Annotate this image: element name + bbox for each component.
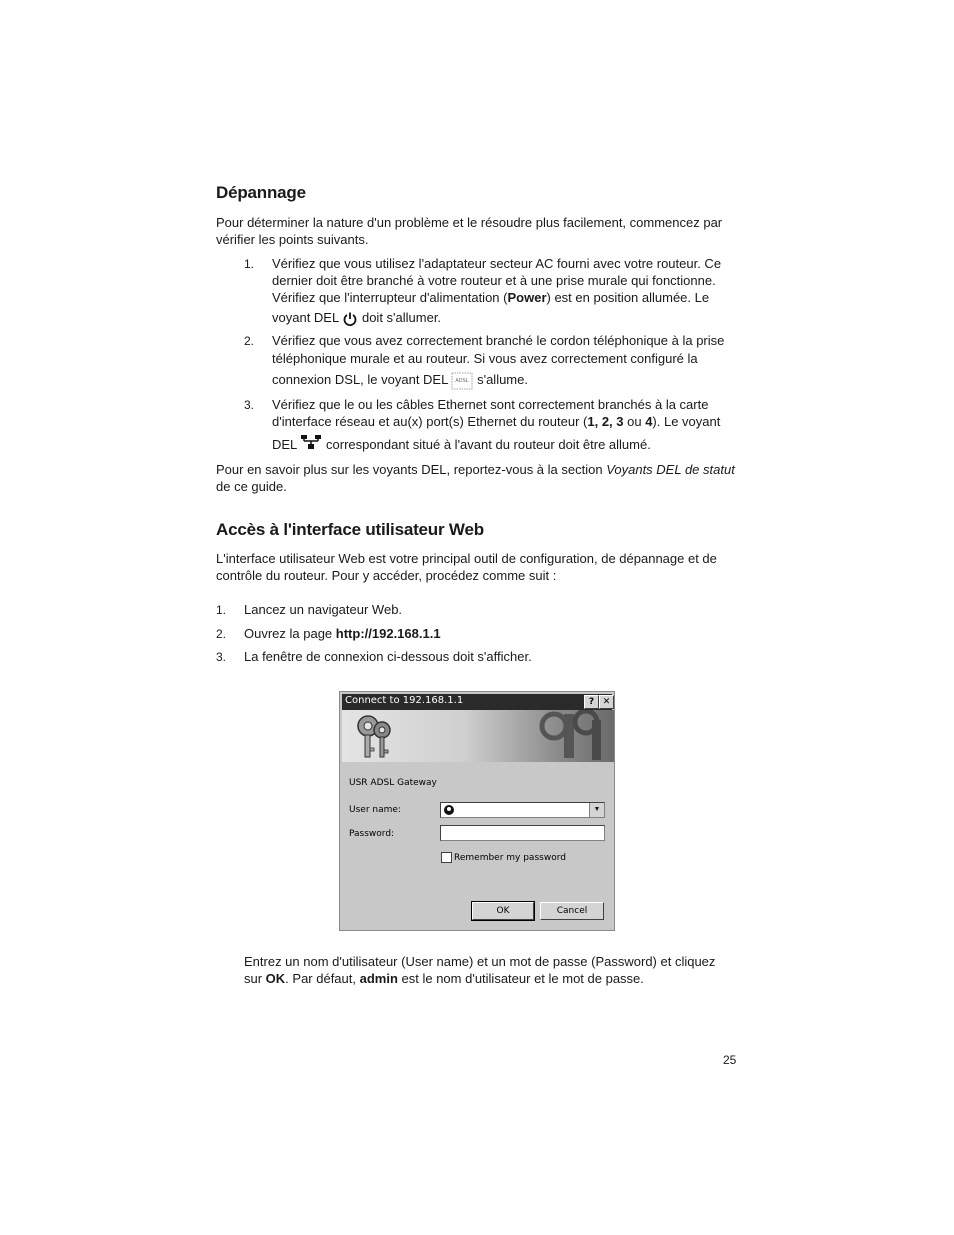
adsl-led-icon: [451, 372, 473, 390]
list-number: 2.: [244, 334, 255, 348]
page-number: 25: [723, 1053, 737, 1067]
text-span: ). Le voyant: [652, 414, 721, 429]
username-label: User name:: [349, 805, 401, 815]
list-item-line: [272, 289, 709, 306]
text-span: s'allume.: [477, 372, 528, 387]
list-item-line: [272, 436, 651, 453]
text-span: ) est en position allumée. Le: [546, 290, 710, 305]
keys-icon: [346, 710, 406, 762]
text-span: correspondant situé à l'avant du routeur doit être allumé.: [326, 437, 651, 452]
admin-reference: admin: [359, 971, 398, 986]
login-dialog: [339, 691, 615, 931]
step-text: [244, 625, 441, 642]
dialog-realm: USR ADSL Gateway: [349, 778, 437, 788]
dialog-titlebar[interactable]: [342, 694, 612, 710]
ok-reference: OK: [265, 971, 286, 986]
heading-depannage: Dépannage: [216, 183, 306, 202]
text-span: est le nom d'utilisateur et le mot de passe.: [397, 971, 644, 986]
remember-password-checkbox[interactable]: [441, 852, 452, 863]
text-span: ou: [623, 414, 646, 429]
step-text: La fenêtre de connexion ci-dessous doit s'afficher.: [244, 649, 532, 664]
user-icon: [443, 804, 455, 816]
step-number: 2.: [216, 627, 227, 641]
closing-line: [244, 970, 644, 987]
intro-line: contrôle du routeur. Pour y accéder, procédez comme suit :: [216, 568, 557, 583]
step-number: 1.: [216, 603, 227, 617]
text-span: Pour en savoir plus sur les voyants DEL, reportez-vous à la section: [216, 462, 607, 477]
closing-line: Entrez un nom d'utilisateur (User name) et un mot de passe (Password) et cliquez: [244, 954, 716, 969]
intro-line: Pour déterminer la nature d'un problème et le résoudre plus facilement, commencez par: [216, 215, 723, 230]
step-text: Lancez un navigateur Web.: [244, 602, 403, 617]
text-span: Ouvrez la page: [244, 626, 336, 641]
outro-line: de ce guide.: [216, 479, 287, 494]
list-item-line: Vérifiez que vous utilisez l'adaptateur secteur AC fourni avec votre routeur. Ce: [272, 256, 722, 271]
text-span: doit s'allumer.: [361, 310, 442, 325]
text-span: voyant DEL: [272, 310, 343, 325]
list-item-line: téléphonique murale et au routeur. Si vous avez correctement configuré la: [272, 351, 698, 366]
ethernet-icon: [300, 434, 322, 450]
power-label: Power: [507, 290, 547, 305]
list-number: 3.: [244, 398, 255, 412]
text-span: . Par défaut,: [285, 971, 360, 986]
port-number: 4: [645, 414, 653, 429]
list-item-line: Vérifiez que le ou les câbles Ethernet sont correctement branchés à la carte: [272, 397, 709, 412]
text-span: DEL: [272, 437, 301, 452]
password-field[interactable]: [440, 825, 605, 841]
intro-line: L'interface utilisateur Web est votre principal outil de configuration, de dépannage et de: [216, 551, 717, 566]
section-reference: Voyants DEL de statut: [606, 462, 735, 477]
cancel-button[interactable]: Cancel: [540, 902, 604, 920]
outro-line: [216, 461, 735, 478]
text-span: sur: [244, 971, 266, 986]
list-item-line: dernier doit être branché à votre routeur et à une prise murale qui fonctionne.: [272, 273, 716, 288]
router-url: http://192.168.1.1: [335, 626, 441, 641]
password-label: Password:: [349, 829, 395, 839]
text-span: Vérifiez que l'interrupteur d'alimentation (: [272, 290, 508, 305]
dialog-banner: [342, 710, 614, 762]
close-button[interactable]: ✕: [599, 695, 614, 709]
username-dropdown-button[interactable]: ▼: [589, 803, 604, 817]
text-span: d'interface réseau et au(x) port(s) Ethernet du routeur (: [272, 414, 588, 429]
list-item-line: [272, 371, 528, 390]
list-item-line: [272, 413, 720, 430]
keys-watermark-icon: [534, 710, 614, 762]
list-number: 1.: [244, 257, 255, 271]
dialog-title: Connect to 192.168.1.1: [345, 695, 464, 706]
adsl-icon-label: ADSL: [455, 377, 470, 384]
list-item-line: [272, 309, 441, 327]
step-number: 3.: [216, 650, 227, 664]
power-icon: [342, 311, 358, 327]
remember-password-label[interactable]: Remember my password: [454, 853, 566, 863]
ok-button[interactable]: OK: [472, 902, 534, 920]
help-button[interactable]: ?: [584, 695, 599, 709]
list-item-line: Vérifiez que vous avez correctement branché le cordon téléphonique à la prise: [272, 333, 725, 348]
heading-acces-interface: Accès à l'interface utilisateur Web: [216, 520, 484, 539]
port-numbers: 1, 2, 3: [587, 414, 624, 429]
username-field[interactable]: [440, 802, 605, 818]
intro-line: vérifier les points suivants.: [216, 232, 369, 247]
text-span: connexion DSL, le voyant DEL: [272, 372, 452, 387]
